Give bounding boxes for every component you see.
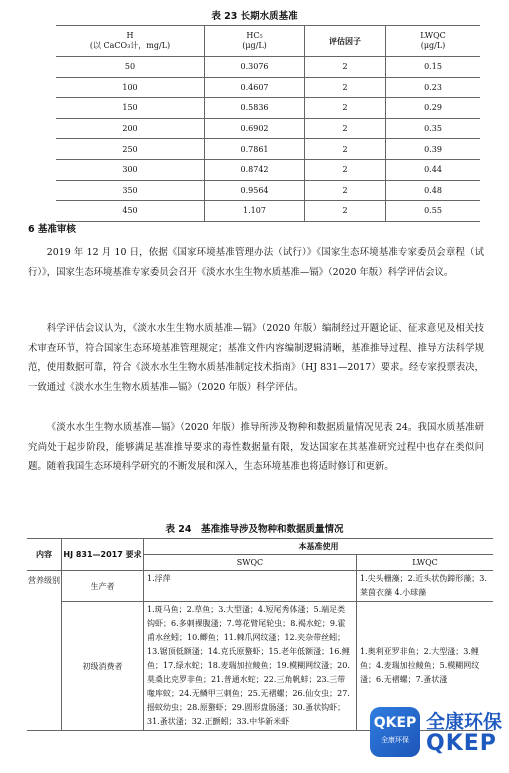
table-row [56, 159, 480, 180]
trophic-level-label: 营养级别 [27, 571, 62, 731]
producer-lwqc: 1.尖头栅藻；2.近头状伪蹄形藻；3.莱茵衣藻 4.小球藻 [357, 571, 494, 602]
logo-badge-top: QKEP [373, 715, 417, 731]
cell-h: 50 [56, 57, 205, 78]
logo-badge-bottom: 全康环保 [381, 736, 409, 744]
col-swqc-header: SWQC [144, 555, 357, 571]
cell-h: 200 [56, 118, 205, 139]
cell-factor: 2 [305, 180, 386, 201]
cell-h: 450 [56, 201, 205, 222]
cell-h: 250 [56, 139, 205, 160]
cell-hc5: 0.4607 [205, 77, 305, 98]
col-hc5-line2: (μg/L) [242, 41, 267, 50]
table-row [56, 201, 480, 222]
col-hc5-line1: HC₅ [246, 31, 263, 40]
cell-lwqc: 0.48 [386, 180, 481, 201]
cell-factor: 2 [305, 77, 386, 98]
table-row [56, 139, 480, 160]
col-h-line1: H [126, 31, 134, 40]
cell-factor: 2 [305, 98, 386, 119]
cell-hc5: 0.5836 [205, 98, 305, 119]
cell-hc5: 0.7861 [205, 139, 305, 160]
cell-hc5: 0.3076 [205, 57, 305, 78]
table-row [56, 77, 480, 98]
logo-badge [370, 707, 420, 757]
row-label-primary-consumer: 初级消费者 [62, 602, 144, 731]
cell-lwqc: 0.29 [386, 98, 481, 119]
cell-factor: 2 [305, 201, 386, 222]
cell-factor: 2 [305, 139, 386, 160]
col-content-header: 内容 [27, 539, 62, 571]
primary-consumer-swqc: 1.斑马鱼；2.草鱼；3.大型溞；4.短尾秀体溞；5.端足类钩虾；6.多刺裸腹溞；7.萼花臂尾轮虫；8.褐水蛇；9.霍甫水丝蚓；10.鲫鱼；11.棘爪网纹溞；12.夹杂带丝蚓；13.锯顶低额溞；14.克氏原螯虾；15.老年低额溞；16.鲤鱼；17.绿水蛇；18.麦瑞加拉鲮鱼；19.模糊网纹溞；20.莫桑比克罗非鱼；21.普通水蛇；22.三角帆蚌；23.三带喙库蚊；24.无鳞甲三刺鱼；25.无褶螺；26.仙女虫；27.摇蚊幼虫；28.原螯虾；29.圆形盘肠溞；30.蚤状钩虾；31.蚤状溞；32.正颤蚓；33.中华新米虾 [144, 602, 357, 731]
producer-swqc: 1.浮萍 [144, 571, 357, 602]
table-24 [27, 538, 493, 731]
table-23-header [56, 26, 480, 57]
cell-h: 350 [56, 180, 205, 201]
col-lwqc-header: LWQC [357, 555, 494, 571]
watermark-logo [370, 707, 502, 767]
cell-lwqc: 0.23 [386, 77, 481, 98]
paragraph-meeting: 2019 年 12 月 10 日，依据《国家环境基准管理办法（试行）》《国家生态环境基准专家委员会章程（试行）》，国家生态环境基准专家委员会召开《淡水水生生物水质基准—镉》（2020 年版）科学评估会议。 [28, 247, 484, 278]
cell-hc5: 0.6902 [205, 118, 305, 139]
col-hj-header: HJ 831—2017 要求 [62, 539, 144, 571]
table-23 [56, 25, 480, 222]
row-label-producer: 生产者 [62, 571, 144, 602]
col-hc5-header [205, 26, 305, 57]
table-row [56, 180, 480, 201]
cell-hc5: 0.8742 [205, 159, 305, 180]
col-h-header [56, 26, 205, 57]
table-23-caption: 表 23 长期水质基准 [211, 11, 298, 22]
cell-h: 150 [56, 98, 205, 119]
cell-lwqc: 0.39 [386, 139, 481, 160]
table-24-caption: 表 24 基准推导涉及物种和数据质量情况 [165, 524, 344, 535]
col-used-header: 本基准使用 [144, 539, 494, 555]
cell-lwqc: 0.35 [386, 118, 481, 139]
cell-hc5: 1.107 [205, 201, 305, 222]
col-lwqc-line1: LWQC [420, 31, 446, 40]
table-row [56, 98, 480, 119]
table-24-header-row-1 [27, 539, 493, 555]
paragraph-data-quality: 《淡水水生生物水质基准—镉》（2020 年版）推导所涉及物种和数据质量情况见表 24。我国水质基准研究尚处于起步阶段，能够满足基准推导要求的毒性数据量有限，发达国家在其基准研究过程中也存在类似问题。随着我国生态环境科学研究的不断发展和深入，生态环境基准也将适时修订和更新。 [28, 422, 484, 473]
primary-consumer-lwqc: 1.奥利亚罗非鱼；2.大型溞；3.鲤鱼；4.麦瑞加拉鲮鱼；5.模糊网纹溞；6.无褶螺；7.蚤状溞 [357, 602, 494, 731]
table-row [56, 118, 480, 139]
section-heading: 6 基准审核 [28, 224, 76, 235]
cell-factor: 2 [305, 118, 386, 139]
logo-name-en: QKEP [426, 731, 497, 756]
col-factor-header: 评估因子 [305, 26, 386, 57]
cell-h: 100 [56, 77, 205, 98]
cell-lwqc: 0.15 [386, 57, 481, 78]
table-row [27, 571, 493, 602]
col-h-line2: (以 CaCO₃计，mg/L) [89, 41, 171, 50]
cell-lwqc: 0.44 [386, 159, 481, 180]
cell-factor: 2 [305, 57, 386, 78]
cell-hc5: 0.9564 [205, 180, 305, 201]
table-row [56, 57, 480, 78]
col-lwqc-line2: (μg/L) [420, 41, 446, 50]
cell-h: 300 [56, 159, 205, 180]
col-lwqc-header [386, 26, 481, 57]
paragraph-conclusion: 科学评估会议认为，《淡水水生生物水质基准—镉》（2020 年版）编制经过开题论证、征求意见及相关技术审查环节，符合国家生态环境基准管理规定；基准文件内容编制逻辑清晰，基准推导过程、推导方法科学规范，使用数据可靠，符合《淡水水生生物水质基准制定技术指南》（HJ 831—2017）要求。经专家投票表决，一致通过《淡水水生生物水质基准—镉》（2020 年版）科学评估。 [28, 323, 484, 394]
cell-factor: 2 [305, 159, 386, 180]
cell-lwqc: 0.55 [386, 201, 481, 222]
logo-name-cn: 全康环保 [426, 711, 503, 733]
